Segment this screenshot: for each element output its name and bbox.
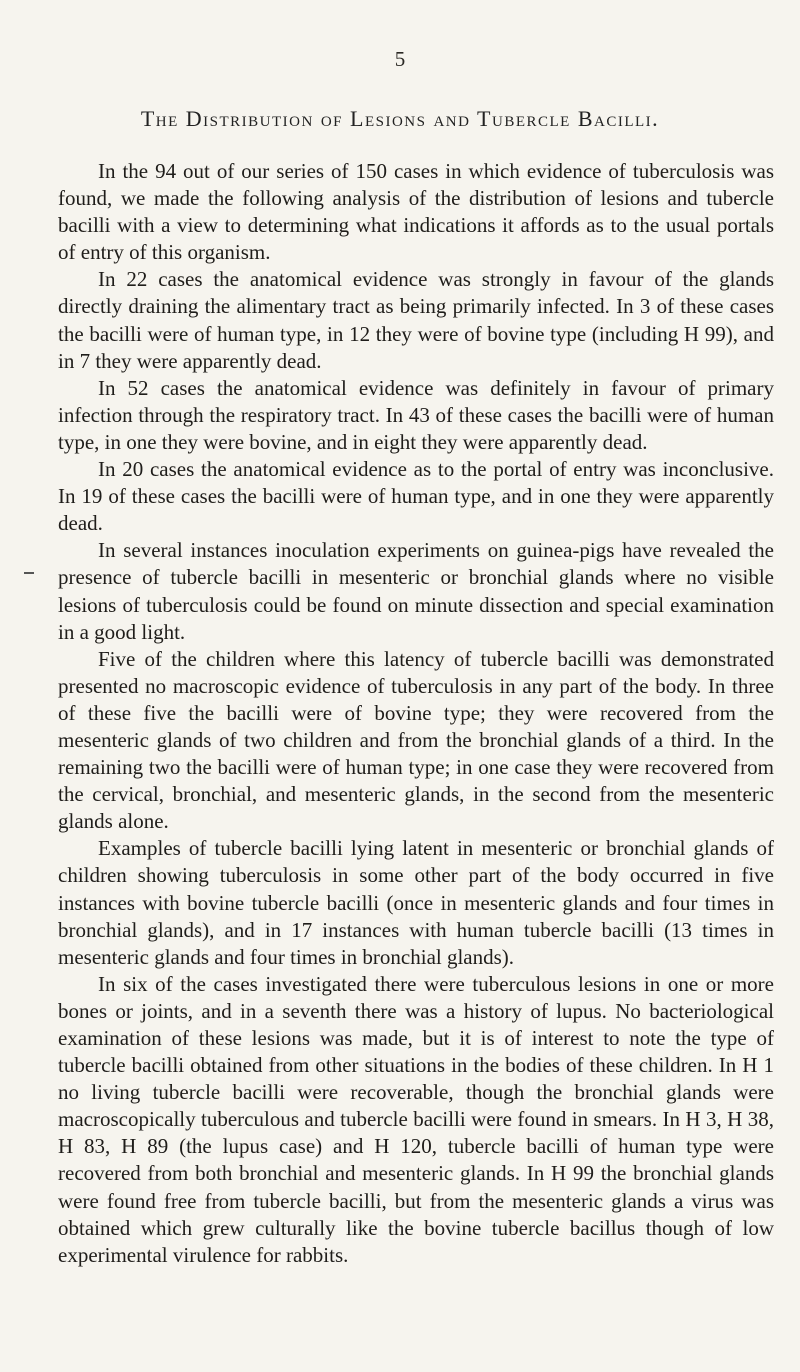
- paragraph: In 52 cases the anatomical evidence was definitely in favour of primary infection through the respiratory tract. In 43 of these cases the bacilli were of human type, in one they were bovine, and in eight they were apparently dead.: [58, 375, 774, 454]
- paragraph: In 22 cases the anatomical evidence was strongly in favour of the glands directly draining the alimentary tract as being primarily infected. In 3 of these cases the bacilli were of human type, in 12 they were of bovine type (including H 99), and in 7 they were apparently dead.: [58, 267, 774, 373]
- page-number: 5: [394, 47, 406, 71]
- paragraph: In six of the cases investigated there were tuberculous lesions in one or more bones or joints, and in a seventh there was a history of lupus. No bacteriological examination of these lesions was made, but it is of interest to note the type of tubercle bacilli obtained from other situations in the bodies of these children. In H 1 no living tubercle bacilli were recoverable, though the bronchial glands were macroscopically tuberculous and tubercle bacilli were found in smears. In H 3, H 38, H 83, H 89 (the lupus case) and H 120, tubercle bacilli of human type were recovered from both bronchial and mesenteric glands. In H 99 the bronchial glands were found free from tubercle bacilli, but from the mesenteric glands a virus was obtained which grew culturally like the bovine tubercle bacillus though of low experimental virulence for rabbits.: [58, 971, 774, 1267]
- paragraph: Five of the children where this latency of tubercle bacilli was demonstrated presented no macroscopic evidence of tuberculosis in any part of the body. In three of these five the bacilli were of bovine type; they were recovered from the mesenteric glands of two children and from the bronchial glands of a third. In the remaining two the bacilli were of human type; in one case they were recovered from the cervical, bronchial, and mesenteric glands, in the second from the mesenteric glands alone.: [58, 646, 774, 834]
- margin-mark: [24, 572, 34, 574]
- section-heading: The Distribution of Lesions and Tubercle Bacilli.: [140, 106, 660, 131]
- paragraph: In 20 cases the anatomical evidence as to the portal of entry was inconclusive. In 19 of these cases the bacilli were of human type, and in one they were apparently dead.: [58, 457, 774, 536]
- paragraph: Examples of tubercle bacilli lying latent in mesenteric or bronchial glands of children showing tuberculosis in some other part of the body occurred in five instances with bovine tubercle bacilli (once in mesenteric glands and four times in bronchial glands), and in 17 instances with human tubercle bacilli (13 times in mesenteric glands and four times in bronchial glands).: [58, 836, 774, 969]
- body-text: [58, 158, 774, 1269]
- paragraph: In the 94 out of our series of 150 cases in which evidence of tuberculosis was found, we made the following analysis of the distribution of lesions and tubercle bacilli with a view to determining what indications it affords as to the usual portals of entry of this organism.: [58, 159, 774, 265]
- paragraph: In several instances inoculation experiments on guinea-pigs have revealed the presence of tubercle bacilli in mesenteric or bronchial glands where no visible lesions of tuberculosis could be found on minute dissection and special examination in a good light.: [58, 538, 774, 644]
